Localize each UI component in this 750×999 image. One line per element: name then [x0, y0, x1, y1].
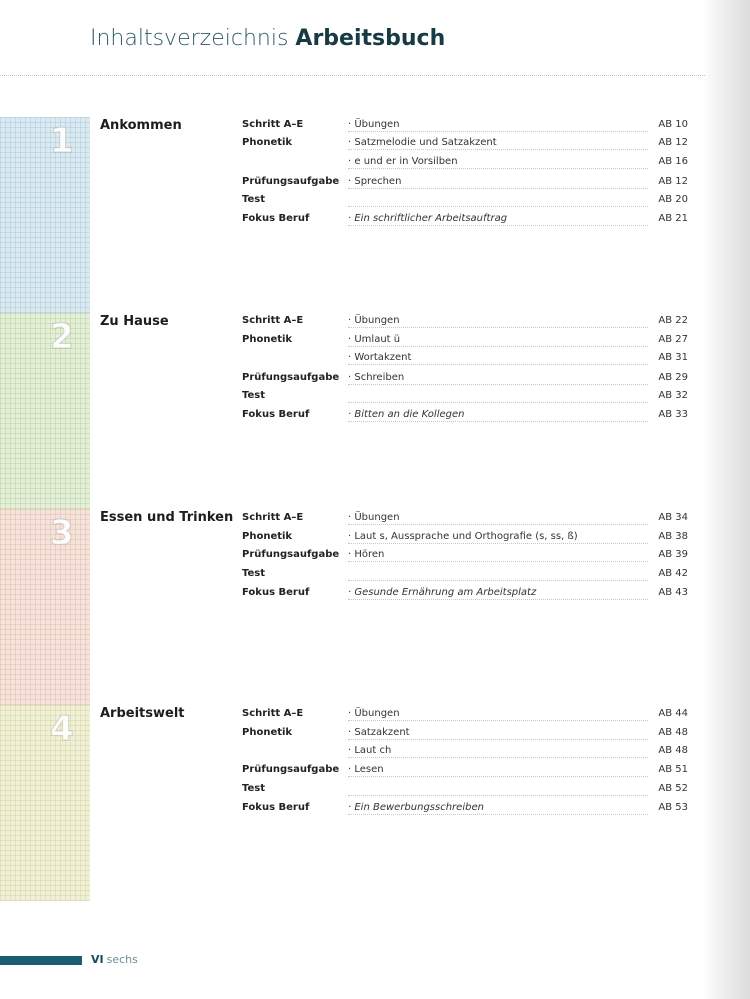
page-number-roman: VI [91, 953, 104, 966]
row-desc: · Lesen [348, 761, 648, 777]
chapter-number-4: 4 [50, 709, 74, 749]
row-page: AB 22 [658, 315, 688, 326]
row-label: Phonetik [242, 531, 293, 542]
toc-row [242, 331, 688, 349]
toc-row [242, 173, 688, 191]
chapter-color-block-1 [0, 117, 90, 313]
toc-row [242, 406, 688, 424]
row-page: AB 31 [658, 352, 688, 363]
row-desc [348, 565, 648, 581]
toc-row [242, 724, 688, 742]
chapter-title-3: Essen und Trinken [100, 510, 234, 525]
toc-row [242, 546, 688, 564]
row-desc: · Übungen [348, 705, 648, 721]
chapter-title-4: Arbeitswelt [100, 706, 185, 721]
page-number [91, 953, 138, 966]
row-label: Schritt A–E [242, 315, 304, 326]
row-label: Fokus Beruf [242, 587, 310, 598]
row-page: AB 20 [658, 194, 688, 205]
page-title [90, 26, 445, 51]
row-page: AB 27 [658, 334, 688, 345]
row-label: Phonetik [242, 137, 293, 148]
toc-row [242, 349, 688, 367]
row-desc: · Satzakzent [348, 724, 648, 740]
row-desc: · Übungen [348, 116, 648, 132]
toc-row [242, 565, 688, 583]
row-desc: · Laut s, Aussprache und Orthografie (s, ss, ß) [348, 528, 648, 544]
row-page: AB 38 [658, 531, 688, 542]
page-title-bold: Arbeitsbuch [295, 26, 446, 51]
row-page: AB 34 [658, 512, 688, 523]
toc-row [242, 584, 688, 602]
row-desc: · Wortakzent [348, 349, 648, 365]
row-desc: · Schreiben [348, 369, 648, 385]
row-page: AB 39 [658, 549, 688, 560]
row-label: Fokus Beruf [242, 409, 310, 420]
toc-row [242, 369, 688, 387]
row-desc: · Bitten an die Kollegen [348, 406, 648, 422]
row-label: Test [242, 568, 266, 579]
row-desc: · Sprechen [348, 173, 648, 189]
row-desc [348, 191, 648, 207]
row-label: Prüfungsaufgabe [242, 176, 340, 187]
row-desc: · Gesunde Ernährung am Arbeitsplatz [348, 584, 648, 600]
row-page: AB 10 [658, 119, 688, 130]
row-page: AB 12 [658, 176, 688, 187]
toc-row [242, 780, 688, 798]
toc-row [242, 153, 688, 171]
row-label: Fokus Beruf [242, 802, 310, 813]
row-desc [348, 387, 648, 403]
page-title-light: Inhaltsverzeichnis [90, 26, 289, 51]
row-desc: · Hören [348, 546, 648, 562]
row-label: Schritt A–E [242, 119, 304, 130]
row-page: AB 51 [658, 764, 688, 775]
toc-row [242, 528, 688, 546]
toc-row [242, 742, 688, 760]
row-label: Prüfungsaufgabe [242, 372, 340, 383]
toc-row [242, 191, 688, 209]
page-number-word: sechs [106, 953, 138, 966]
toc-row [242, 799, 688, 817]
row-desc [348, 780, 648, 796]
row-desc: · Ein Bewerbungsschreiben [348, 799, 648, 815]
row-page: AB 16 [658, 156, 688, 167]
page-edge-shadow [702, 0, 750, 999]
row-label: Prüfungsaufgabe [242, 764, 340, 775]
row-label: Test [242, 783, 266, 794]
row-page: AB 42 [658, 568, 688, 579]
row-label: Phonetik [242, 727, 293, 738]
row-label: Prüfungsaufgabe [242, 549, 340, 560]
chapter-number-2: 2 [50, 317, 74, 357]
chapter-number-3: 3 [50, 513, 74, 553]
row-desc: · Satzmelodie und Satzakzent [348, 134, 648, 150]
row-page: AB 32 [658, 390, 688, 401]
chapter-number-1: 1 [50, 121, 74, 161]
row-page: AB 12 [658, 137, 688, 148]
row-desc: · Übungen [348, 509, 648, 525]
toc-row [242, 312, 688, 330]
row-desc: · Ein schriftlicher Arbeitsauftrag [348, 210, 648, 226]
chapter-title-2: Zu Hause [100, 314, 169, 329]
row-label: Phonetik [242, 334, 293, 345]
row-page: AB 33 [658, 409, 688, 420]
row-page: AB 52 [658, 783, 688, 794]
row-page: AB 29 [658, 372, 688, 383]
row-label: Schritt A–E [242, 512, 304, 523]
row-page: AB 48 [658, 727, 688, 738]
row-label: Schritt A–E [242, 708, 304, 719]
header-divider [0, 75, 705, 76]
row-desc: · Übungen [348, 312, 648, 328]
row-page: AB 48 [658, 745, 688, 756]
toc-row [242, 761, 688, 779]
row-page: AB 21 [658, 213, 688, 224]
row-desc: · e und er in Vorsilben [348, 153, 648, 169]
row-desc: · Laut ch [348, 742, 648, 758]
toc-row [242, 509, 688, 527]
toc-row [242, 116, 688, 134]
row-desc: · Umlaut ü [348, 331, 648, 347]
row-page: AB 43 [658, 587, 688, 598]
chapter-color-block-4 [0, 705, 90, 901]
toc-row [242, 210, 688, 228]
toc-row [242, 134, 688, 152]
row-label: Test [242, 194, 266, 205]
row-label: Fokus Beruf [242, 213, 310, 224]
row-page: AB 53 [658, 802, 688, 813]
chapter-color-block-2 [0, 313, 90, 509]
chapter-title-1: Ankommen [100, 118, 182, 133]
chapter-color-block-3 [0, 509, 90, 705]
footer-accent-bar [0, 956, 82, 965]
toc-row [242, 387, 688, 405]
toc-row [242, 705, 688, 723]
row-page: AB 44 [658, 708, 688, 719]
row-label: Test [242, 390, 266, 401]
